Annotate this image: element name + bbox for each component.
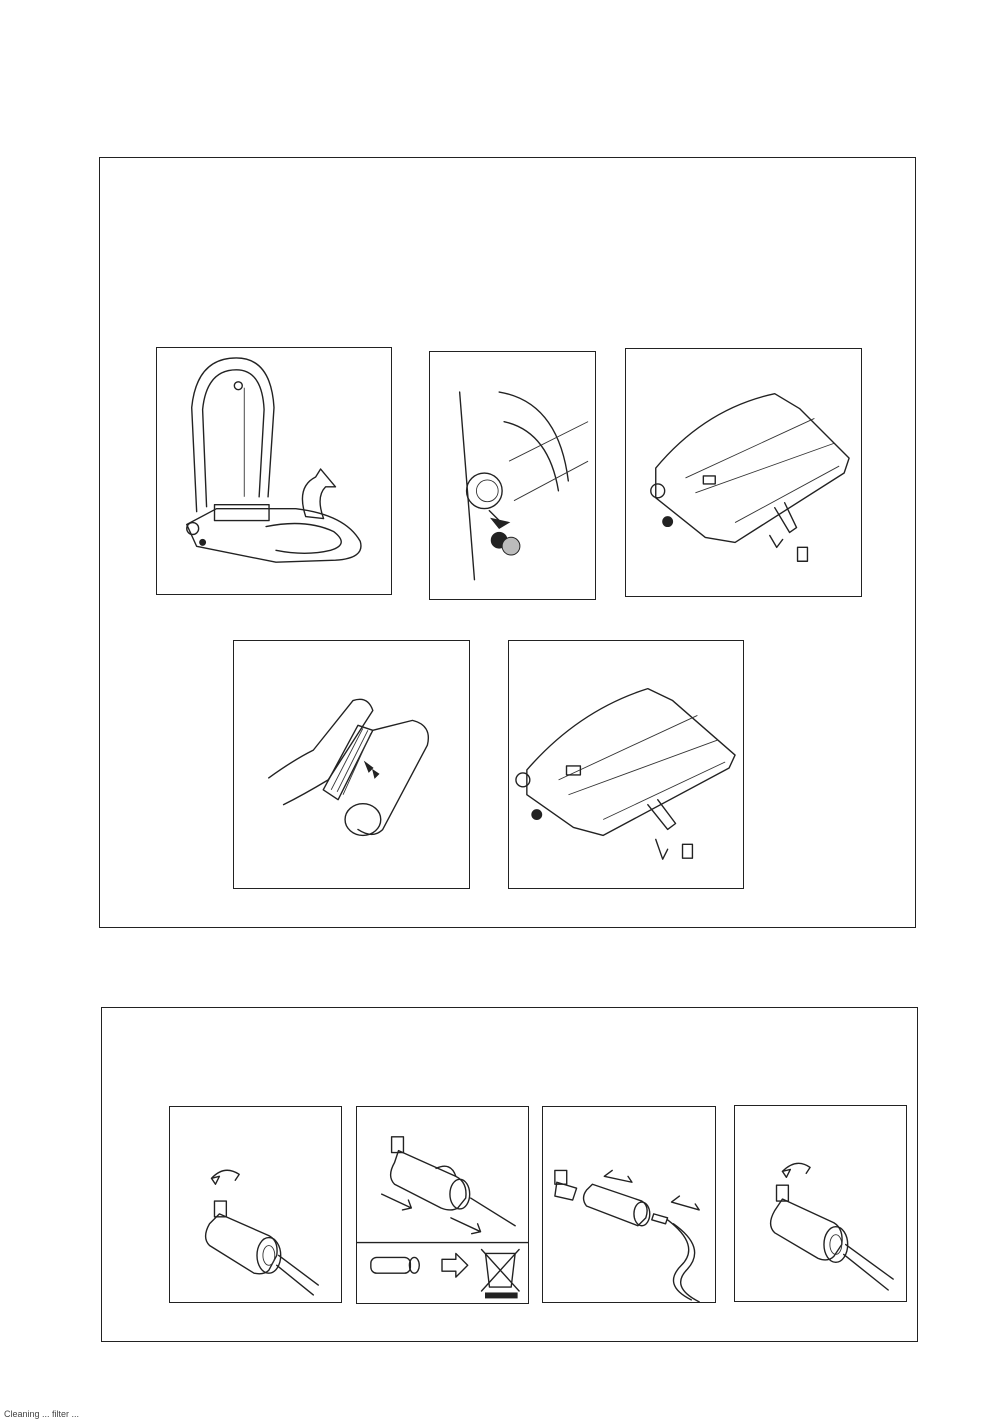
figure-seat-lid-raised	[156, 347, 392, 595]
page-footer: Cleaning ... filter ...	[4, 1409, 80, 1419]
rotate-arrow-icon	[735, 1106, 906, 1301]
figure-filter-insert-new	[542, 1106, 716, 1303]
insert-arrow-icon	[543, 1107, 715, 1302]
knob-icon	[430, 352, 595, 599]
push-in-arrow-icon	[509, 641, 743, 888]
figure-filter-remove-dispose	[356, 1106, 529, 1304]
figure-filter-screw-tight	[734, 1105, 907, 1302]
figure-filter-unscrew	[169, 1106, 342, 1303]
rotate-arrow-icon	[170, 1107, 341, 1302]
raise-lid-icon	[157, 348, 391, 594]
pull-out-arrow-icon	[626, 349, 861, 596]
recycle-bin-crossed-icon	[357, 1107, 528, 1303]
figure-side-knob-detail	[429, 351, 596, 600]
figure-nozzle-reinsert	[508, 640, 744, 889]
figure-nozzle-brush-clean	[233, 640, 470, 889]
brush-icon	[234, 641, 469, 888]
figure-nozzle-pull-out	[625, 348, 862, 597]
